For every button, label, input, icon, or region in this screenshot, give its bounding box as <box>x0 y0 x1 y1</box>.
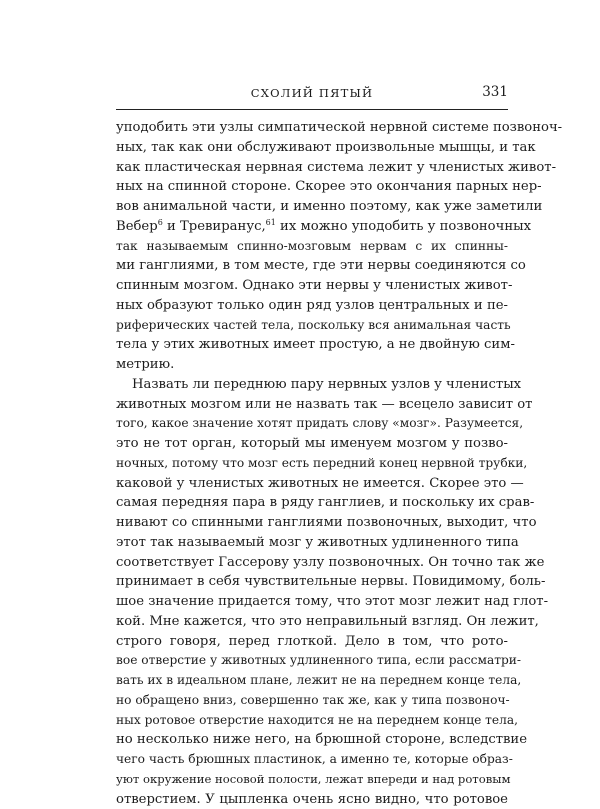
text-line: отверстием. У цыпленка очень ясно видно, что ротовое <box>116 790 508 809</box>
page-number: 331 <box>482 84 508 100</box>
text-line: самая передняя пара в ряду ганглиев, и поскольку их срав- <box>116 493 508 513</box>
footnote-ref: 61 <box>266 218 276 227</box>
text-line: риферических частей тела, поскольку вся анимальная часть <box>116 316 508 336</box>
text-line: но несколько ниже него, на брюшной стороне, вследствие <box>116 730 508 750</box>
text-line-with-notes <box>116 217 508 237</box>
text-line: чего часть брюшных пластинок, а именно те, которые образ- <box>116 750 508 770</box>
footnote-ref: 6 <box>158 218 163 227</box>
text-line: вать их в идеальном плане, лежит не на переднем конце тела, <box>116 671 508 691</box>
text-line: вое отверстие у животных удлиненного типа, если рассматри- <box>116 651 508 671</box>
body-text <box>116 118 508 809</box>
text-line: уподобить эти узлы симпатической нервной системе позвоноч- <box>116 118 508 138</box>
text-line: кой. Мне кажется, что это неправильный взгляд. Он лежит, <box>116 612 508 632</box>
text-line: ных образуют только один ряд узлов центральных и пе- <box>116 296 508 316</box>
text-line: как пластическая нервная система лежит у членистых живот- <box>116 158 508 178</box>
text-line: принимает в себя чувствительные нервы. Повидимому, боль- <box>116 572 508 592</box>
text-line: так называемым спинно-мозговым нервам с их спинны- <box>116 237 508 257</box>
header-rule <box>116 109 508 110</box>
text-line: ночных, потому что мозг есть передний конец нервной трубки, <box>116 454 508 474</box>
text-line: ми ганглиями, в том месте, где эти нервы соединяются со <box>116 256 508 276</box>
text-line: соответствует Гассерову узлу позвоночных. Он точно так же <box>116 553 508 573</box>
text-line: шое значение придается тому, что этот мозг лежит над глот- <box>116 592 508 612</box>
text-line: строго говоря, перед глоткой. Дело в том, что рото- <box>116 632 508 652</box>
page-header <box>116 84 508 106</box>
text-line: ных ротовое отверстие находится не на переднем конце тела, <box>116 711 508 731</box>
text-line: тела у этих животных имеет простую, а не двойную сим- <box>116 335 508 355</box>
text-line: но обращено вниз, совершенно так же, как у типа позвоноч- <box>116 691 508 711</box>
text-line: Назвать ли переднюю пару нервных узлов у членистых <box>116 375 508 395</box>
text-fragment: и Тревиранус, <box>167 219 266 234</box>
text-line: ных, так как они обслуживают произвольные мышцы, и так <box>116 138 508 158</box>
text-line: метрию. <box>116 355 508 375</box>
text-line: уют окружение носовой полости, лежат впереди и над ротовым <box>116 770 508 790</box>
running-title: СХОЛИЙ ПЯТЫЙ <box>116 86 508 100</box>
text-fragment: их можно уподобить у позвоночных <box>280 219 531 234</box>
text-line: спинным мозгом. Однако эти нервы у членистых живот- <box>116 276 508 296</box>
text-line: вов анимальной части, и именно поэтому, как уже заметили <box>116 197 508 217</box>
text-line: животных мозгом или не назвать так — всецело зависит от <box>116 395 508 415</box>
text-line: каковой у членистых животных не имеется. Скорее это — <box>116 474 508 494</box>
text-line: это не тот орган, который мы именуем мозгом у позво- <box>116 434 508 454</box>
text-line: того, какое значение хотят придать слову «мозг». Разумеется, <box>116 414 508 434</box>
text-line: этот так называемый мозг у животных удлиненного типа <box>116 533 508 553</box>
text-line: нивают со спинными ганглиями позвоночных, выходит, что <box>116 513 508 533</box>
text-line: ных на спинной стороне. Скорее это окончания парных нер- <box>116 177 508 197</box>
text-fragment: Вебер <box>116 219 158 234</box>
